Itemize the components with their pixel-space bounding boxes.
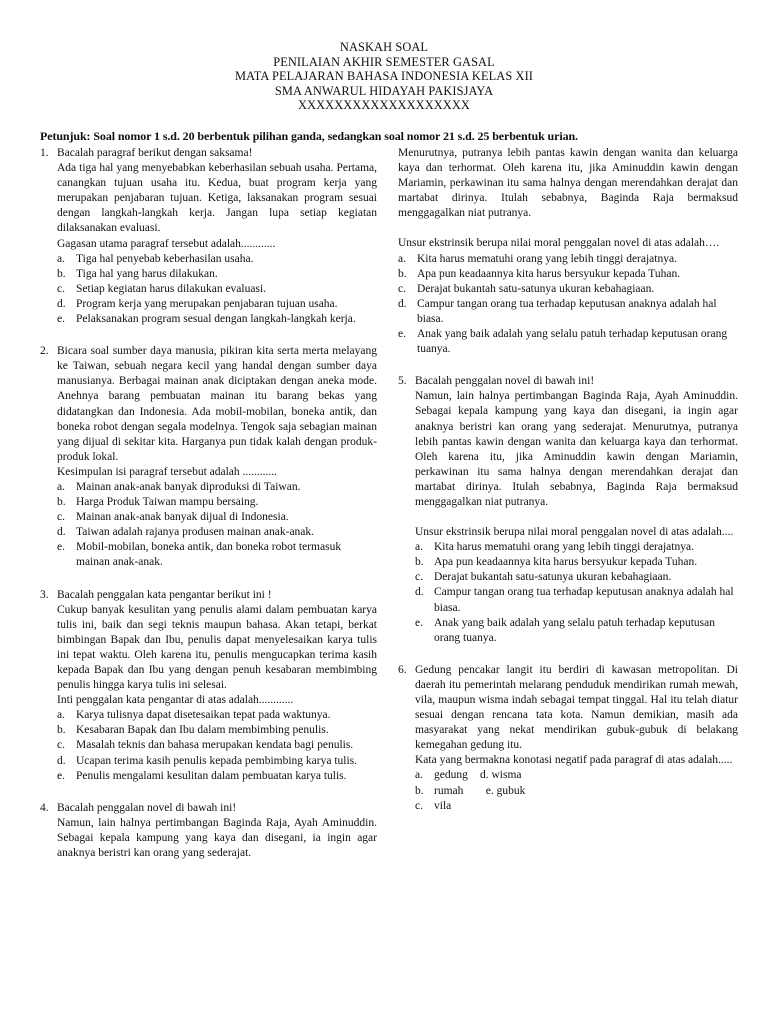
option-d: d. wisma xyxy=(480,769,522,782)
question-prompt: Bacalah penggalan kata pengantar berikut ini ! xyxy=(57,588,272,601)
option-d: d. Program kerja yang merupakan penjabaran tujuan usaha. xyxy=(57,297,338,310)
option-e: e. Anak yang baik adalah yang selalu patuh terhadap keputusan orang tuanya. xyxy=(415,616,716,644)
question-number: 4. xyxy=(40,801,49,814)
question-3 xyxy=(40,588,377,784)
question-text: Unsur ekstrinsik berupa nilai moral penggalan novel di atas adalah.... xyxy=(415,526,734,539)
question-text: Kesimpulan isi paragraf tersebut adalah ............ xyxy=(57,465,278,478)
q4-option-b: b. Apa pun keadaannya kita harus bersyukur kepada Tuhan. xyxy=(398,267,681,280)
option-d: d. Campur tangan orang tua terhadap keputusan anaknya adalah hal biasa. xyxy=(415,586,734,614)
option-b: b. Harga Produk Taiwan mampu bersaing. xyxy=(57,496,259,509)
option-b-label: b. xyxy=(415,784,424,797)
question-1 xyxy=(40,146,377,327)
options-row-2 xyxy=(415,784,738,799)
option-e: e. Penulis mengalami kesulitan dalam pembuatan karya tulis. xyxy=(57,769,347,782)
option-b: b. Tiga hal yang harus dilakukan. xyxy=(57,267,218,280)
instructions: Petunjuk: Soal nomor 1 s.d. 20 berbentuk pilihan ganda, sedangkan soal nomor 21 s.d. 25 berbentuk urian. xyxy=(40,129,578,143)
question-passage: Gedung pencakar langit itu berdiri di kawasan metropolitan. Di daerah itu pemerintah melarang penduduk mendirikan rumah mewah, vila, maupun wisma indah sebagai tempat tinggal. Hal itu telah diatur sesuai dengan rencana tata kota. Namun demikian, masih ada masyarakat yang nekat mendirikan gubuk-gubuk di belakang kemegahan gedung itu. xyxy=(415,663,738,752)
option-a: a. Karya tulisnya dapat disetesaikan tepat pada waktunya. xyxy=(57,709,331,722)
question-4 xyxy=(40,801,377,861)
option-a-label: a. xyxy=(415,769,423,782)
question-passage: Namun, lain halnya pertimbangan Baginda Raja, Ayah Aminuddin. Sebagai kepala kampung yang kaya dan disegani, ia ingin agar anaknya beristri kan orang yang sederajat. xyxy=(57,816,377,860)
question-number: 6. xyxy=(398,663,407,676)
options-row-3 xyxy=(415,799,738,814)
option-c-text: vila xyxy=(434,799,452,812)
q4-option-d: d. Campur tangan orang tua terhadap keputusan anaknya adalah hal biasa. xyxy=(398,297,717,325)
right-column xyxy=(398,146,738,814)
question-prompt: Bacalah paragraf berikut dengan saksama! xyxy=(57,147,253,159)
header-subject: MATA PELAJARAN BAHASA INDONESIA KELAS XII xyxy=(234,69,534,84)
question-6 xyxy=(398,663,738,814)
question-prompt: Bacalah penggalan novel di bawah ini! xyxy=(57,801,237,814)
question-4-text: Unsur ekstrinsik berupa nilai moral penggalan novel di atas adalah…. xyxy=(398,237,720,250)
option-b: b. Apa pun keadaannya kita harus bersyukur kepada Tuhan. xyxy=(415,556,698,569)
question-passage: Cukup banyak kesulitan yang penulis alami dalam pembuatan karya tulis ini, baik dan segi teknis maupun bahasa. Akan tetapi, berkat bimbingan Bapak dan Ibu, penulis dapat menyelesaikan karya tulis ini tepat waktu. Oleh karena itu, penulis mengucapkan terima kasih kepada Bapak dan Ibu yang dengan penuh kesabaran membimbing penulis hingga karya tulis ini selesai. xyxy=(57,603,377,692)
question-number: 5. xyxy=(398,375,407,388)
q4-option-c: c. Derajat bukantah satu-satunya ukuran kebahagiaan. xyxy=(398,282,655,295)
question-passage: Namun, lain halnya pertimbangan Baginda Raja, Ayah Aminuddin. Sebagai kepala kampung yang kaya dan disegani, ia ingin agar anaknya beristri kan orang yang sederajat. Menurutnya, putranya lebih pantas kawin dengan wanita dan keluarga kaya dan terhormat. Oleh karena itu, jika Aminuddin kawin dengan Mariamin, perkawinan itu sama halnya dengan merendahkan derajat dan martabat dirinya. Itulah sebabnya, Baginda Raja bermaksud menggagalkan niat putranya. xyxy=(415,390,738,508)
option-c: c. Derajat bukantah satu-satunya ukuran kebahagiaan. xyxy=(415,571,672,584)
option-a-text: gedung xyxy=(434,769,468,782)
option-b-text: rumah xyxy=(434,784,464,797)
q4-option-a: a. Kita harus mematuhi orang yang lebih tinggi derajatnya. xyxy=(398,252,677,265)
question-passage: Bicara soal sumber daya manusia, pikiran kita serta merta melayang ke Taiwan, sebuah negara kecil yang handal dengan sumber daya manusianya. Berbagai mainan anak diciptakan dengan aneka mode. Anehnya barang pembuatan mainan itu barang bekas yang didatangkan dan Indonesia. Ada mobil-mobilan, boneka antik, dan boneka robot dengan segala modelnya. Tengok saja sebagian mainan yang dijual di sekitar kita. Harganya pun tidak kalah dengan produk-produk lokal. xyxy=(57,345,377,463)
question-text: Gagasan utama paragraf tersebut adalah............ xyxy=(57,237,276,250)
question-number: 2. xyxy=(40,345,49,358)
option-e: e. Pelaksanakan program sesual dengan langkah-langkah kerja. xyxy=(57,313,356,326)
document-header xyxy=(0,40,768,113)
option-a: a. Kita harus mematuhi orang yang lebih tinggi derajatnya. xyxy=(415,541,694,554)
header-title: NASKAH SOAL xyxy=(339,40,429,54)
left-column xyxy=(40,146,377,861)
header-assessment: PENILAIAN AKHIR SEMESTER GASAL xyxy=(273,54,495,69)
question-passage: Ada tiga hal yang menyebabkan keberhasilan sebuah usaha. Pertama, canangkan tujuan usaha itu. Kedua, buat program kerja yang merupakan penjabaran tujuan. Ketiga, laksanakan program sesuai dengan langkah-langkah kerja. Jangan lupa setiap kegiatan dilaksanakan evaluasi. xyxy=(57,162,377,235)
option-a: a. Mainan anak-anak banyak diproduksi di Taiwan. xyxy=(57,480,301,493)
options-row-1 xyxy=(415,768,738,783)
option-c: c. Setiap kegiatan harus dilakukan evaluasi. xyxy=(57,282,267,295)
option-e: e. gubuk xyxy=(485,784,526,797)
option-e: e. Mobil-mobilan, boneka antik, dan boneka robot termasuk mainan anak-anak. xyxy=(57,541,342,569)
option-c: c. Mainan anak-anak banyak dijual di Indonesia. xyxy=(57,511,289,524)
question-text: Kata yang bermakna konotasi negatif pada paragraf di atas adalah..... xyxy=(415,754,733,767)
question-prompt: Bacalah penggalan novel di bawah ini! xyxy=(415,375,595,388)
header-school: SMA ANWARUL HIDAYAH PAKISJAYA xyxy=(274,83,494,98)
option-a: a. Tiga hal penyebab keberhasilan usaha. xyxy=(57,252,254,265)
option-b: b. Kesabaran Bapak dan Ibu dalam membimbing penulis. xyxy=(57,724,329,737)
question-text: Inti penggalan kata pengantar di atas adalah............ xyxy=(57,694,294,707)
question-5 xyxy=(398,374,738,646)
question-2 xyxy=(40,344,377,570)
header-divider: XXXXXXXXXXXXXXXXXXX xyxy=(298,98,470,113)
question-number: 1. xyxy=(40,147,49,159)
option-c: c. Masalah teknis dan bahasa merupakan kendata bagi penulis. xyxy=(57,739,354,752)
question-number: 3. xyxy=(40,588,49,601)
option-d: d. Ucapan terima kasih penulis kepada pembimbing karya tulis. xyxy=(57,754,358,767)
option-c-label: c. xyxy=(415,799,423,812)
q4-option-e: e. Anak yang baik adalah yang selalu patuh terhadap keputusan orang tuanya. xyxy=(398,328,728,356)
option-d: d. Taiwan adalah rajanya produsen mainan anak-anak. xyxy=(57,526,315,539)
question-4-passage-continued: Menurutnya, putranya lebih pantas kawin dengan wanita dan keluarga kaya dan terhormat. Oleh karena itu, jika Aminuddin kawin dengan Mariamin, perkawinan itu sama halnya dengan merendahkan derajat dan martabat dirinya. Itulah sebabnya, Baginda Raja bermaksud menggagalkan niat putranya. xyxy=(398,147,738,220)
